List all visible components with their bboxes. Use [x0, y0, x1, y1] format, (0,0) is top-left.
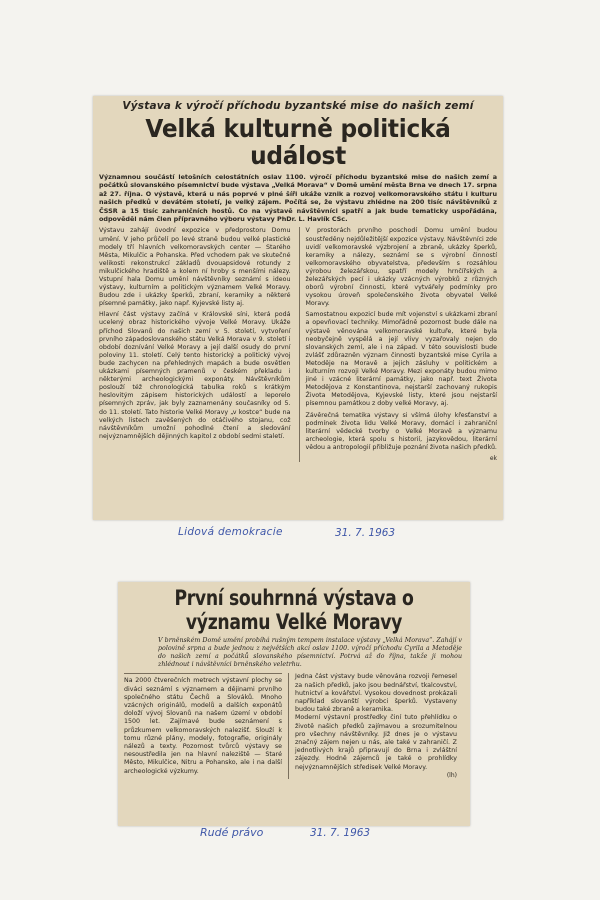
newspaper-clipping-1: [93, 96, 503, 520]
handwritten-date-2: 31. 7. 1963: [310, 827, 371, 839]
handwritten-source-1: Lidová demokracie: [178, 526, 283, 538]
paragraph: Samostatnou expozicí bude mít vojenství s ukázkami zbraní a opevňovací techniky. Mimořádně pozornost bude dále na výstavě věnována velkomoravské kultuře, které byla neobyčejně vyspělá a její vlivy vyzařovaly nejen do slovanských zemí, ale i na západ. V této souvislosti bude zvlášť zdůrazněn význam činnosti byzantské mise Cyrila a Metoděje na Moravě a jejich zásluhy v politickém a kulturním rozvoji Velké Moravy. Mezi exponáty budou mimo jiné i vzácné literární památky, jako např. text Života Metodějova z Konstantinova, nejstarší zachovaný rukopis Života Metodějova, Kyjevské listy, které jsou nejstarší písemnou památkou z doby velké Moravy, aj.: [305, 311, 497, 408]
left-column: [124, 673, 282, 778]
paragraph: Výstavu zahájí úvodní expozice v předprostoru Domu umění. V jeho průčelí po levé straně budou velké plastické modely tří hlavních velkomoravských center — Starého Města, Mikulčic a Pohanska. Před vchodem pak ve skutečné velikosti rekonstrukcí základů dvouapsidové rotundy z mikulčického hradiště a kolem ní hroby s menšími nálezy. Vstupní hala Domu umění návštěvníky seznámí s ideou výstavy, kulturním a politickým významem Velké Moravy. Budou zde i ukázky šperků, zbraní, keramiky a některé písemné památky, jako např. Kyjevské listy aj.: [99, 227, 291, 308]
paragraph: Moderní výstavní prostředky činí tuto přehlídku o životě našich předků zajímavou a srozumitelnou pro všechny návštěvníky. Již dnes je o výstavu značný zájem nejen u nás, ale také v zahraničí. Z jednotlivých krajů připravují do Brna i zvláštní zájezdy. Hodně zájemců je také o prohlídky nejvýznamnějších středisek Velké Moravy.: [295, 714, 457, 771]
right-column: [288, 673, 457, 778]
clipping-headline: První souhrnná výstava o významu Velké Moravy: [174, 586, 414, 634]
clipping-lead: V brněnském Domě umění probíhá rušným tempem instalace výstavy „Velká Morava“. Zahájí v polovině srpna a bude jednou z největších akcí oslav 1100. výročí příchodu Cyrila a Metoděje do našich zemí a počátků slovanského písemnictví. Potrvá až do října, takže ji mohou zhlédnout i návštěvníci brněnského veletrhu.: [158, 637, 462, 669]
clipping-columns: [99, 227, 497, 462]
clipping-lead: Významnou součástí letošních celostátních oslav 1100. výročí příchodu byzantské mise do našich zemí a počátků slovanského písemnictví bude výstava „Velká Morava“ v Domě umění města Brna ve dnech 17. srpna až 27. října. O výstavě, která u nás poprvé v plné šíři ukáže vznik a rozvoj velkomoravského státu i kulturu našich předků v devátém století, je velký zájem. Počítá se, že výstavu zhlédne na 200 tisíc návštěvníků z ČSSR a 15 tisíc zahraničních hostů. Co na výstavě návštěvníci spatří a jak bude tematicky uspořádána, odpověděl nám člen přípravného výboru výstavy PhDr. L. Havlík CSc.: [99, 173, 497, 224]
paragraph: V prostorách prvního poschodí Domu umění budou soustředěny nejdůležitější expozice výstavy. Návštěvníci zde uvidí velkomoravské výzbrojení a zbraně, ukázky šperků, keramiky a nálezy, seznámí se s výrobní činností velkomoravského obyvatelstva, především s rozsáhlou výrobou železářskou, spatří modely hrnčířských a železářských pecí i ukázky vzácných výrobků z různých oborů výrobní činnosti, které vytvářely podmínky pro vysokou úroveň společenského života obyvatel Velké Moravy.: [305, 227, 497, 308]
newspaper-clipping-2: [118, 582, 470, 826]
paragraph: Jedna část výstavy bude věnována rozvoji řemesel za našich předků, jako jsou bednářství, tkalcovství, hutnictví a kovářství. Vysokou dovednost prokázali například slovanští výrobci šperků. Vystaveny budou také zbraně a keramika.: [295, 673, 457, 714]
paragraph: Na 2000 čtverečních metrech výstavní plochy se diváci seznámí s významem a dějinami prvního společného státu Čechů a Slováků. Mnoho vzácných originálů, modelů a dalších exponátů doloží vývoj Slovanů na našem území v období 1500 let. Zajímavé bude seznámení s průzkumem velkomoravských nalezišť. Slouží k tomu různé plány, modely, fotografie, originály nálezů a texty. Pozornost tvůrců výstavy se nesoustředila jen na hlavní naleziště — Staré Město, Mikulčice, Nitru a Pohansko, ale i na další archeologické výzkumy.: [124, 677, 282, 775]
handwritten-source-2: Rudé právo: [200, 826, 264, 839]
clipping-headline: Velká kulturně politická událost: [145, 114, 451, 170]
right-column: [299, 227, 498, 462]
author-signature: ek: [489, 454, 497, 462]
paragraph: Závěrečná tematika výstavy si všímá úlohy křesťanství a podmínek života lidu Velké Moravy, domácí i zahraniční literární vědecké tvorby o Velké Moravě a významu archeologie, která spolu s historií, jazykovědou, literární vědou a antropologií přibližuje poznání života našich předků.: [305, 411, 497, 451]
handwritten-date-1: 31. 7. 1963: [335, 527, 396, 539]
author-signature: (lh): [446, 771, 457, 779]
left-column: [99, 227, 291, 462]
paragraph: Hlavní část výstavy začíná v Královské síni, která podá ucelený obraz historického vývoje Velké Moravy. Ukáže příchod Slovanů do našich zemí v 5. století, vytvoření prvního západoslovanského státu Velká Morava v 9. století i období doznívání Velké Moravy a její další osudy do první poloviny 11. století. Celý tento historický a politický vývoj bude zachycen na přehledných mapách a bude osvětlen ukázkami písemných pramenů v českém překladu i některými archeologickými exponáty. Návštěvníkům poslouží též chronologická tabulka roků s krátkým heslovitým zápisem historických událostí a leporelo písemných zpráv, jak byly zaznamenány současníky od 5. do 11. století. Tato historie Velké Moravy „v kostce“ bude na velkých listech zavěšených do otáčivého stojanu, což návštěvníkům umožní pohodlné čtení a sledování nejvýznamnějších dějinných kapitol z období sedmi staletí.: [99, 311, 291, 440]
clipping-columns: [124, 673, 464, 778]
clipping-kicker: Výstava k výročí příchodu byzantské mise do našich zemí: [122, 100, 474, 112]
